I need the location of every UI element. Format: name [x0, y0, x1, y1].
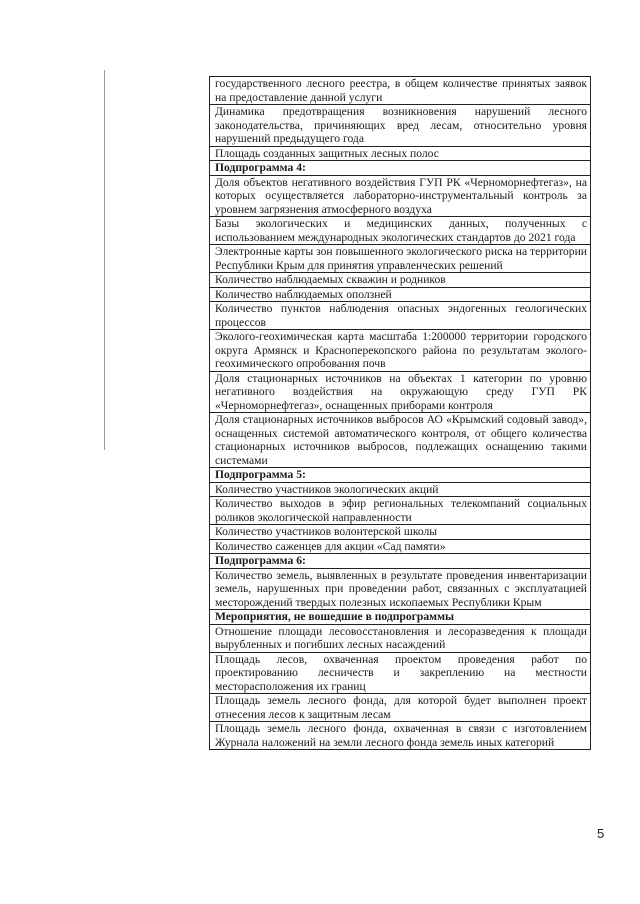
table-row: государственного лесного реестра, в общем количестве принятых заявок на предоставление данной услуги — [210, 77, 590, 105]
table-row: Площадь лесов, охваченная проектом проведения работ по проектированию лесничеств и закреплению на местности месторасположения их границ — [210, 653, 590, 695]
table-row: Динамика предотвращения возникновения нарушений лесного законодательства, причиняющих вред лесам, относительно уровня нарушений предыдущего года — [210, 105, 590, 147]
table-row: Доля стационарных источников на объектах 1 категории по уровню негативного воздействия на окружающую среду ГУП РК «Черноморнефтегаз», оснащенных приборами контроля — [210, 372, 590, 414]
section-heading: Подпрограмма 4: — [210, 161, 590, 176]
table-row: Отношение площади лесовосстановления и лесоразведения к площади вырубленных и погибших лесных насаждений — [210, 625, 590, 653]
table-row: Доля объектов негативного воздействия ГУП РК «Черноморнефтегаз», на которых осуществляется лабораторно-инструментальный контроль за уровнем загрязнения атмосферного воздуха — [210, 176, 590, 218]
table-row: Площадь созданных защитных лесных полос — [210, 147, 590, 162]
section-heading: Подпрограмма 5: — [210, 468, 590, 483]
table-row: Количество пунктов наблюдения опасных эндогенных геологических процессов — [210, 302, 590, 330]
table-row: Количество выходов в эфир региональных телекомпаний социальных роликов экологической направленности — [210, 497, 590, 525]
table-row: Эколого-геохимическая карта масштаба 1:200000 территории городского округа Армянск и Красноперекопского района по результатам эколого-геохимического опробования почв — [210, 330, 590, 372]
table-row: Площадь земель лесного фонда, охваченная в связи с изготовлением Журнала наложений на земли лесного фонда земель иных категорий — [215, 722, 587, 749]
table-row: Количество участников волонтерской школы — [210, 525, 590, 540]
table-row: Количество наблюдаемых скважин и родников — [210, 273, 590, 288]
table-row: Доля стационарных источников выбросов АО «Крымский содовый завод», оснащенных системой автоматического контроля, от общего количества стационарных источников выбросов, подлежащих оснащению такими системами — [210, 413, 590, 468]
table-row: Электронные карты зон повышенного экологического риска на территории Республики Крым для принятия управленческих решений — [210, 245, 590, 273]
page-number: 5 — [597, 826, 605, 841]
margin-line — [104, 70, 105, 450]
table-row: Количество наблюдаемых оползней — [210, 288, 590, 303]
table-row: Площадь земель лесного фонда, для которой будет выполнен проект отнесения лесов к защитным лесам — [210, 694, 590, 722]
table-row: Количество саженцев для акции «Сад памяти» — [210, 540, 590, 555]
table-row: Количество участников экологических акций — [210, 483, 590, 498]
section-heading: Подпрограмма 6: — [210, 554, 590, 569]
section-heading: Мероприятия, не вошедшие в подпрограммы — [210, 610, 590, 625]
table-row: Базы экологических и медицинских данных, полученных с использованием международных экологических стандартов до 2021 года — [210, 217, 590, 245]
indicators-table — [209, 76, 591, 750]
table-row: Количество земель, выявленных в результате проведения инвентаризации земель, нарушенных при проведении работ, связанных с эксплуатацией месторождений твердых полезных ископаемых Республики Крым — [210, 569, 590, 611]
